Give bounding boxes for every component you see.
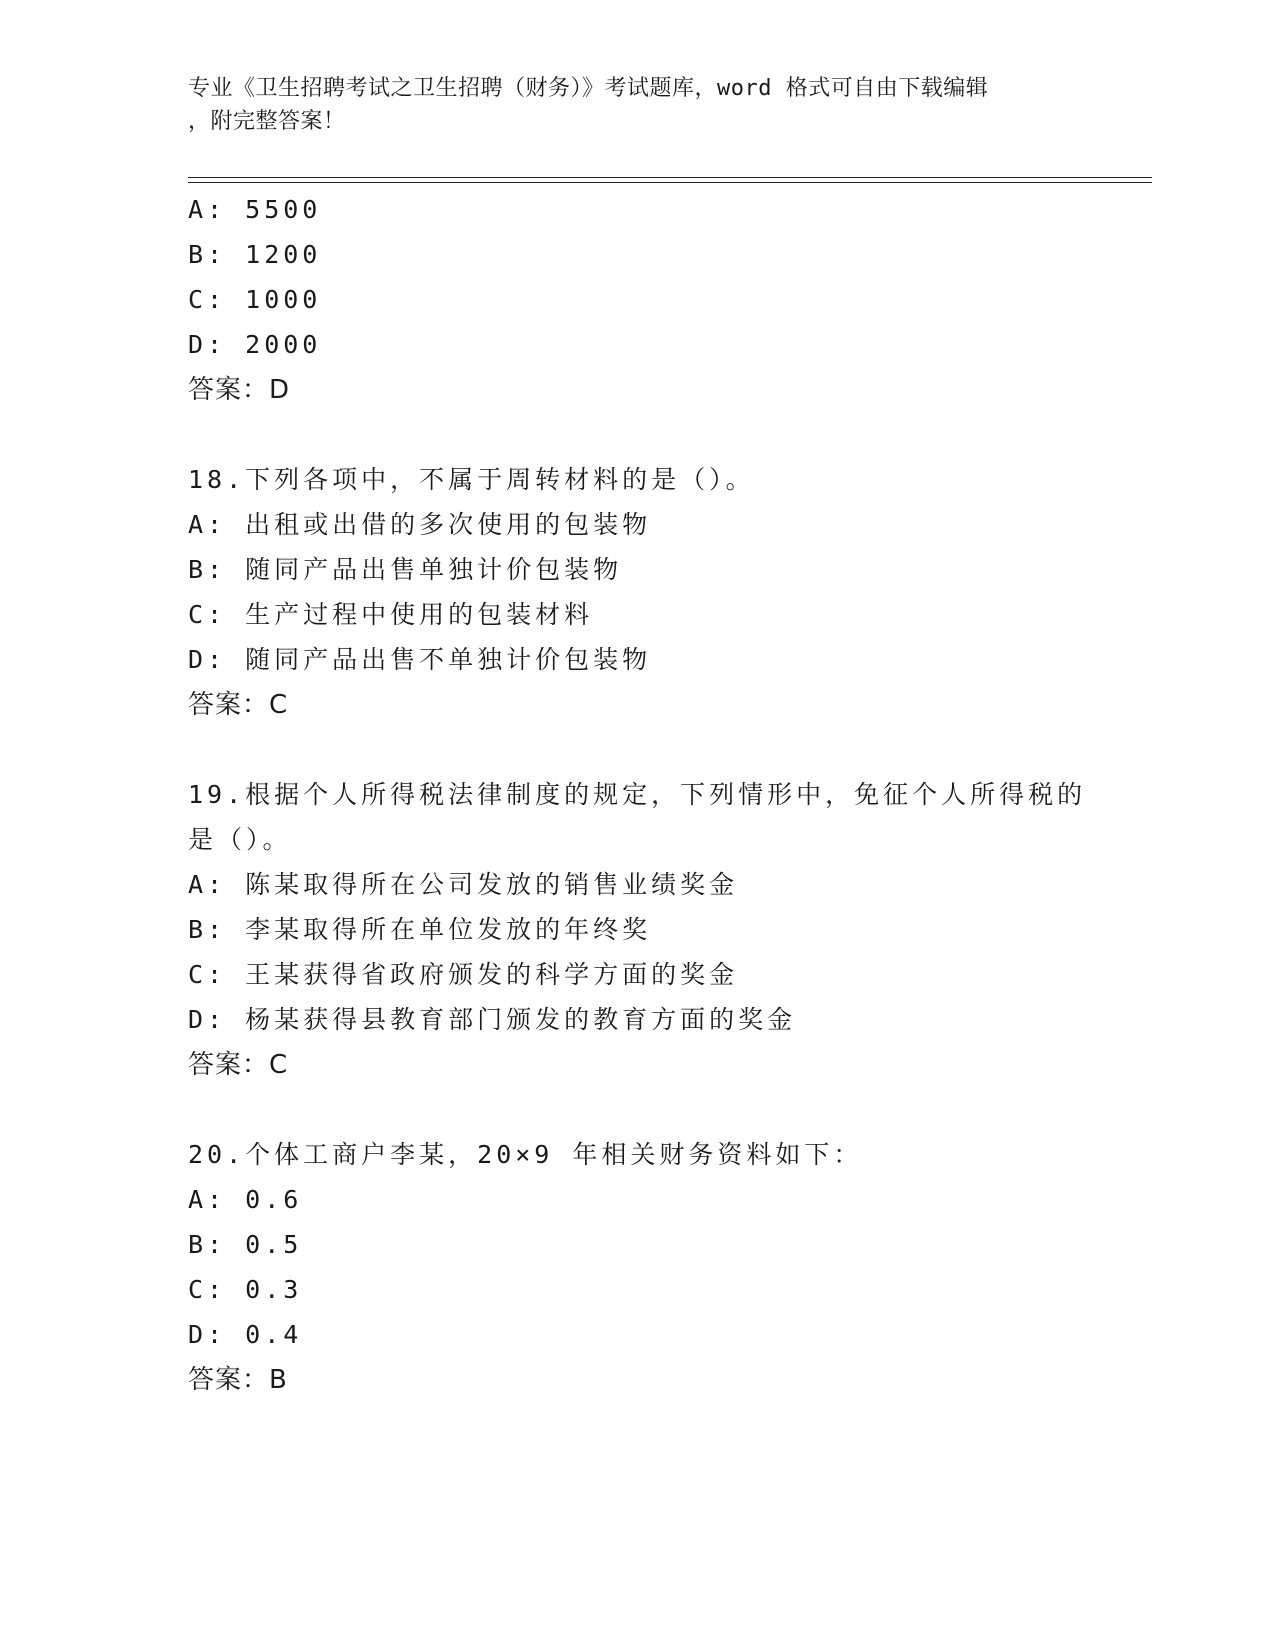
q20-stem: 20.个体工商户李某，20×9 年相关财务资料如下： <box>188 1140 863 1169</box>
q20-option-d: D: 0.4 <box>188 1320 303 1349</box>
q17-option-c: C: 1000 <box>188 285 322 314</box>
q18-answer: 答案：C <box>188 690 289 720</box>
header-line-2: ，附完整答案！ <box>188 109 346 134</box>
q19-stem-line-1: 19.根据个人所得税法律制度的规定，下列情形中，免征个人所得税的 <box>188 780 1087 809</box>
q18-option-a: A: 出租或出借的多次使用的包装物 <box>188 510 652 539</box>
q20-option-c: C: 0.3 <box>188 1275 303 1304</box>
q17-option-b: B: 1200 <box>188 240 322 269</box>
document-header <box>188 72 1068 138</box>
q17-option-a: A: 5500 <box>188 195 322 224</box>
q18-option-d: D: 随同产品出售不单独计价包装物 <box>188 645 652 674</box>
q20-option-a: A: 0.6 <box>188 1185 303 1214</box>
q18-stem: 18.下列各项中，不属于周转材料的是（）。 <box>188 465 755 494</box>
q17-option-d: D: 2000 <box>188 330 322 359</box>
header-rule-top <box>188 177 1152 178</box>
q20-option-b: B: 0.5 <box>188 1230 303 1259</box>
header-rule-bottom <box>188 182 1152 183</box>
q19-option-d: D: 杨某获得县教育部门颁发的教育方面的奖金 <box>188 1005 797 1034</box>
q18-option-c: C: 生产过程中使用的包装材料 <box>188 600 594 629</box>
q19-option-b: B: 李某取得所在单位发放的年终奖 <box>188 915 652 944</box>
q19-option-a: A: 陈某取得所在公司发放的销售业绩奖金 <box>188 870 739 899</box>
q19-option-c: C: 王某获得省政府颁发的科学方面的奖金 <box>188 960 739 989</box>
q20-answer: 答案：B <box>188 1365 288 1395</box>
q19-stem-line-2: 是（）。 <box>188 825 292 854</box>
header-line-1: 专业《卫生招聘考试之卫生招聘（财务）》考试题库，word 格式可自由下载编辑 <box>188 76 989 101</box>
q17-answer: 答案：D <box>188 375 291 405</box>
q18-option-b: B: 随同产品出售单独计价包装物 <box>188 555 623 584</box>
q19-answer: 答案：C <box>188 1050 289 1080</box>
